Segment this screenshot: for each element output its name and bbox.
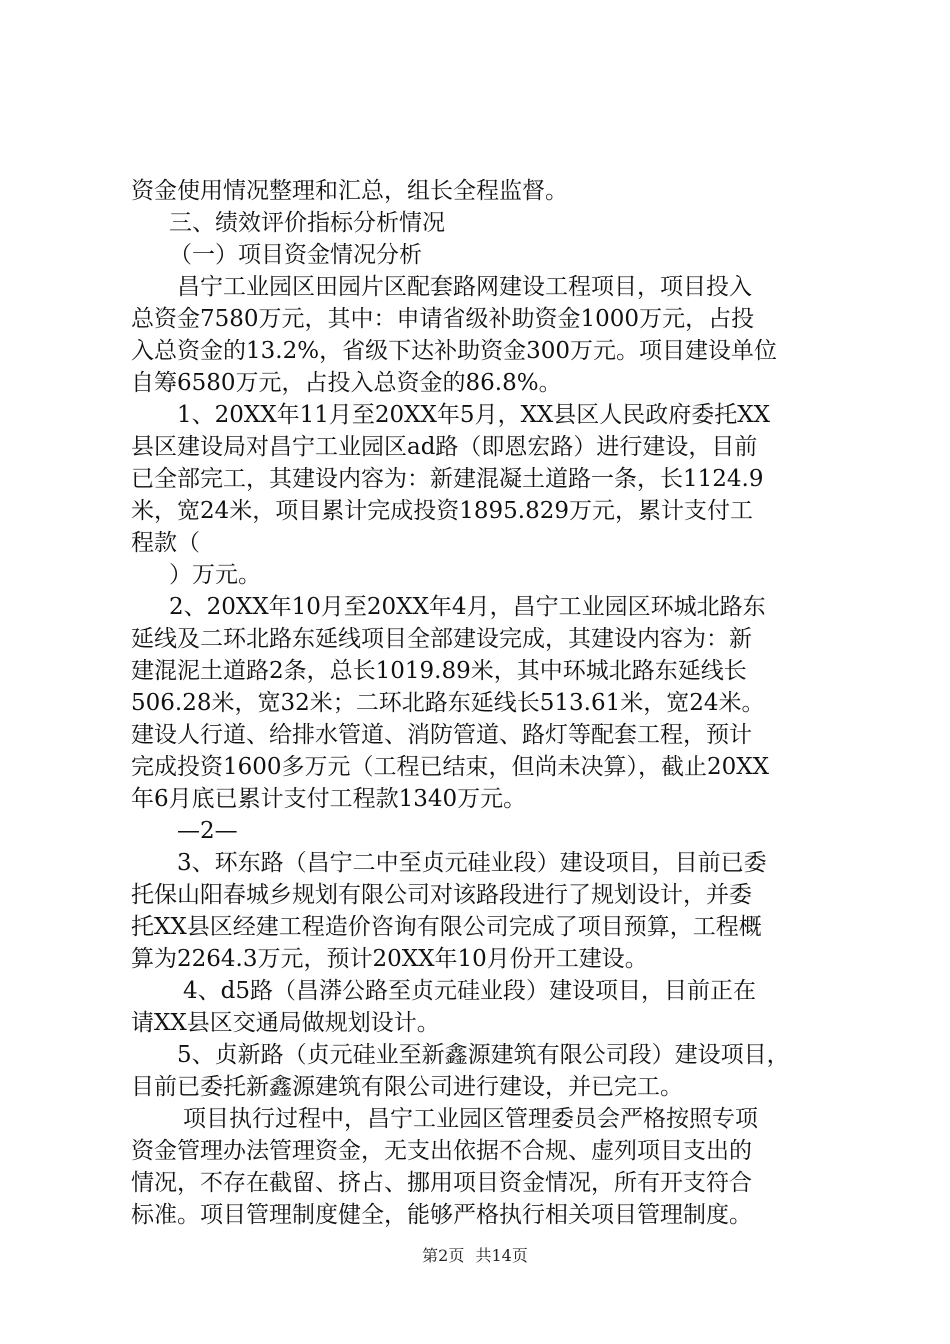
text-line: 建混泥土道路2条，总长1019.89米，其中环城北路东延线长 <box>131 658 747 684</box>
text-line: 县区建设局对昌宁工业园区ad路（即恩宏路）进行建设，目前 <box>131 434 758 460</box>
text-line: —2— <box>177 818 238 844</box>
page-total: 共14页 <box>475 1246 528 1265</box>
text-line: （一）项目资金情况分析 <box>169 242 422 268</box>
text-line: 三、绩效评价指标分析情况 <box>169 210 445 236</box>
text-line: 506.28米，宽32米；二环北路东延线长513.61米，宽24米。 <box>131 690 765 716</box>
text-line: 总资金7580万元，其中：申请省级补助资金1000万元，占投 <box>131 306 755 332</box>
text-line: 自筹6580万元，占投入总资金的86.8%。 <box>131 370 562 396</box>
text-line: 托XX县区经建工程造价咨询有限公司完成了项目预算，工程概 <box>131 914 762 940</box>
text-line: 目前已委托新鑫源建筑有限公司进行建设，并已完工。 <box>131 1074 683 1100</box>
text-line: 4、d5路（昌漭公路至贞元硅业段）建设项目，目前正在 <box>183 978 756 1004</box>
text-line: 托保山阳春城乡规划有限公司对该路段进行了规划设计，并委 <box>131 882 752 908</box>
text-line: 算为2264.3万元，预计20XX年10月份开工建设。 <box>131 946 648 972</box>
text-line: 昌宁工业园区田园片区配套路网建设工程项目，项目投入 <box>177 274 752 300</box>
text-line: 米，宽24米，项目累计完成投资1895.829万元，累计支付工 <box>131 498 754 524</box>
text-line: 资金使用情况整理和汇总，组长全程监督。 <box>131 178 568 204</box>
text-line: 资金管理办法管理资金，无支出依据不合规、虚列项目支出的 <box>131 1138 752 1164</box>
text-line: 项目执行过程中，昌宁工业园区管理委员会严格按照专项 <box>183 1106 758 1132</box>
text-line: 完成投资1600多万元（工程已结束，但尚未决算），截止20XX <box>131 754 770 780</box>
page-footer <box>0 1243 950 1266</box>
text-line: 情况，不存在截留、挤占、挪用项目资金情况，所有开支符合 <box>131 1170 752 1196</box>
text-line: 年6月底已累计支付工程款1340万元。 <box>131 786 527 812</box>
page-number: 第2页 <box>422 1246 465 1265</box>
text-line: 1、20XX年11月至20XX年5月，XX县区人民政府委托XX <box>177 402 771 428</box>
text-line: 3、环东路（昌宁二中至贞元硅业段）建设项目，目前已委 <box>177 850 767 876</box>
text-line: 程款（ <box>131 530 200 556</box>
text-line: 入总资金的13.2%，省级下达补助资金300万元。项目建设单位 <box>131 338 777 364</box>
text-line: 标准。项目管理制度健全，能够严格执行相关项目管理制度。 <box>131 1202 752 1228</box>
text-line: ）万元。 <box>169 562 261 588</box>
text-line: 已全部完工，其建设内容为：新建混凝土道路一条，长1124.9 <box>131 466 764 492</box>
document-body <box>131 175 831 1231</box>
text-line: 请XX县区交通局做规划设计。 <box>131 1010 440 1036</box>
text-line: 5、贞新路（贞元硅业至新鑫源建筑有限公司段）建设项目， <box>177 1042 790 1068</box>
text-line: 2、20XX年10月至20XX年4月，昌宁工业园区环城北路东 <box>169 594 766 620</box>
text-line: 建设人行道、给排水管道、消防管道、路灯等配套工程，预计 <box>131 722 752 748</box>
text-line: 延线及二环北路东延线项目全部建设完成，其建设内容为：新 <box>131 626 752 652</box>
